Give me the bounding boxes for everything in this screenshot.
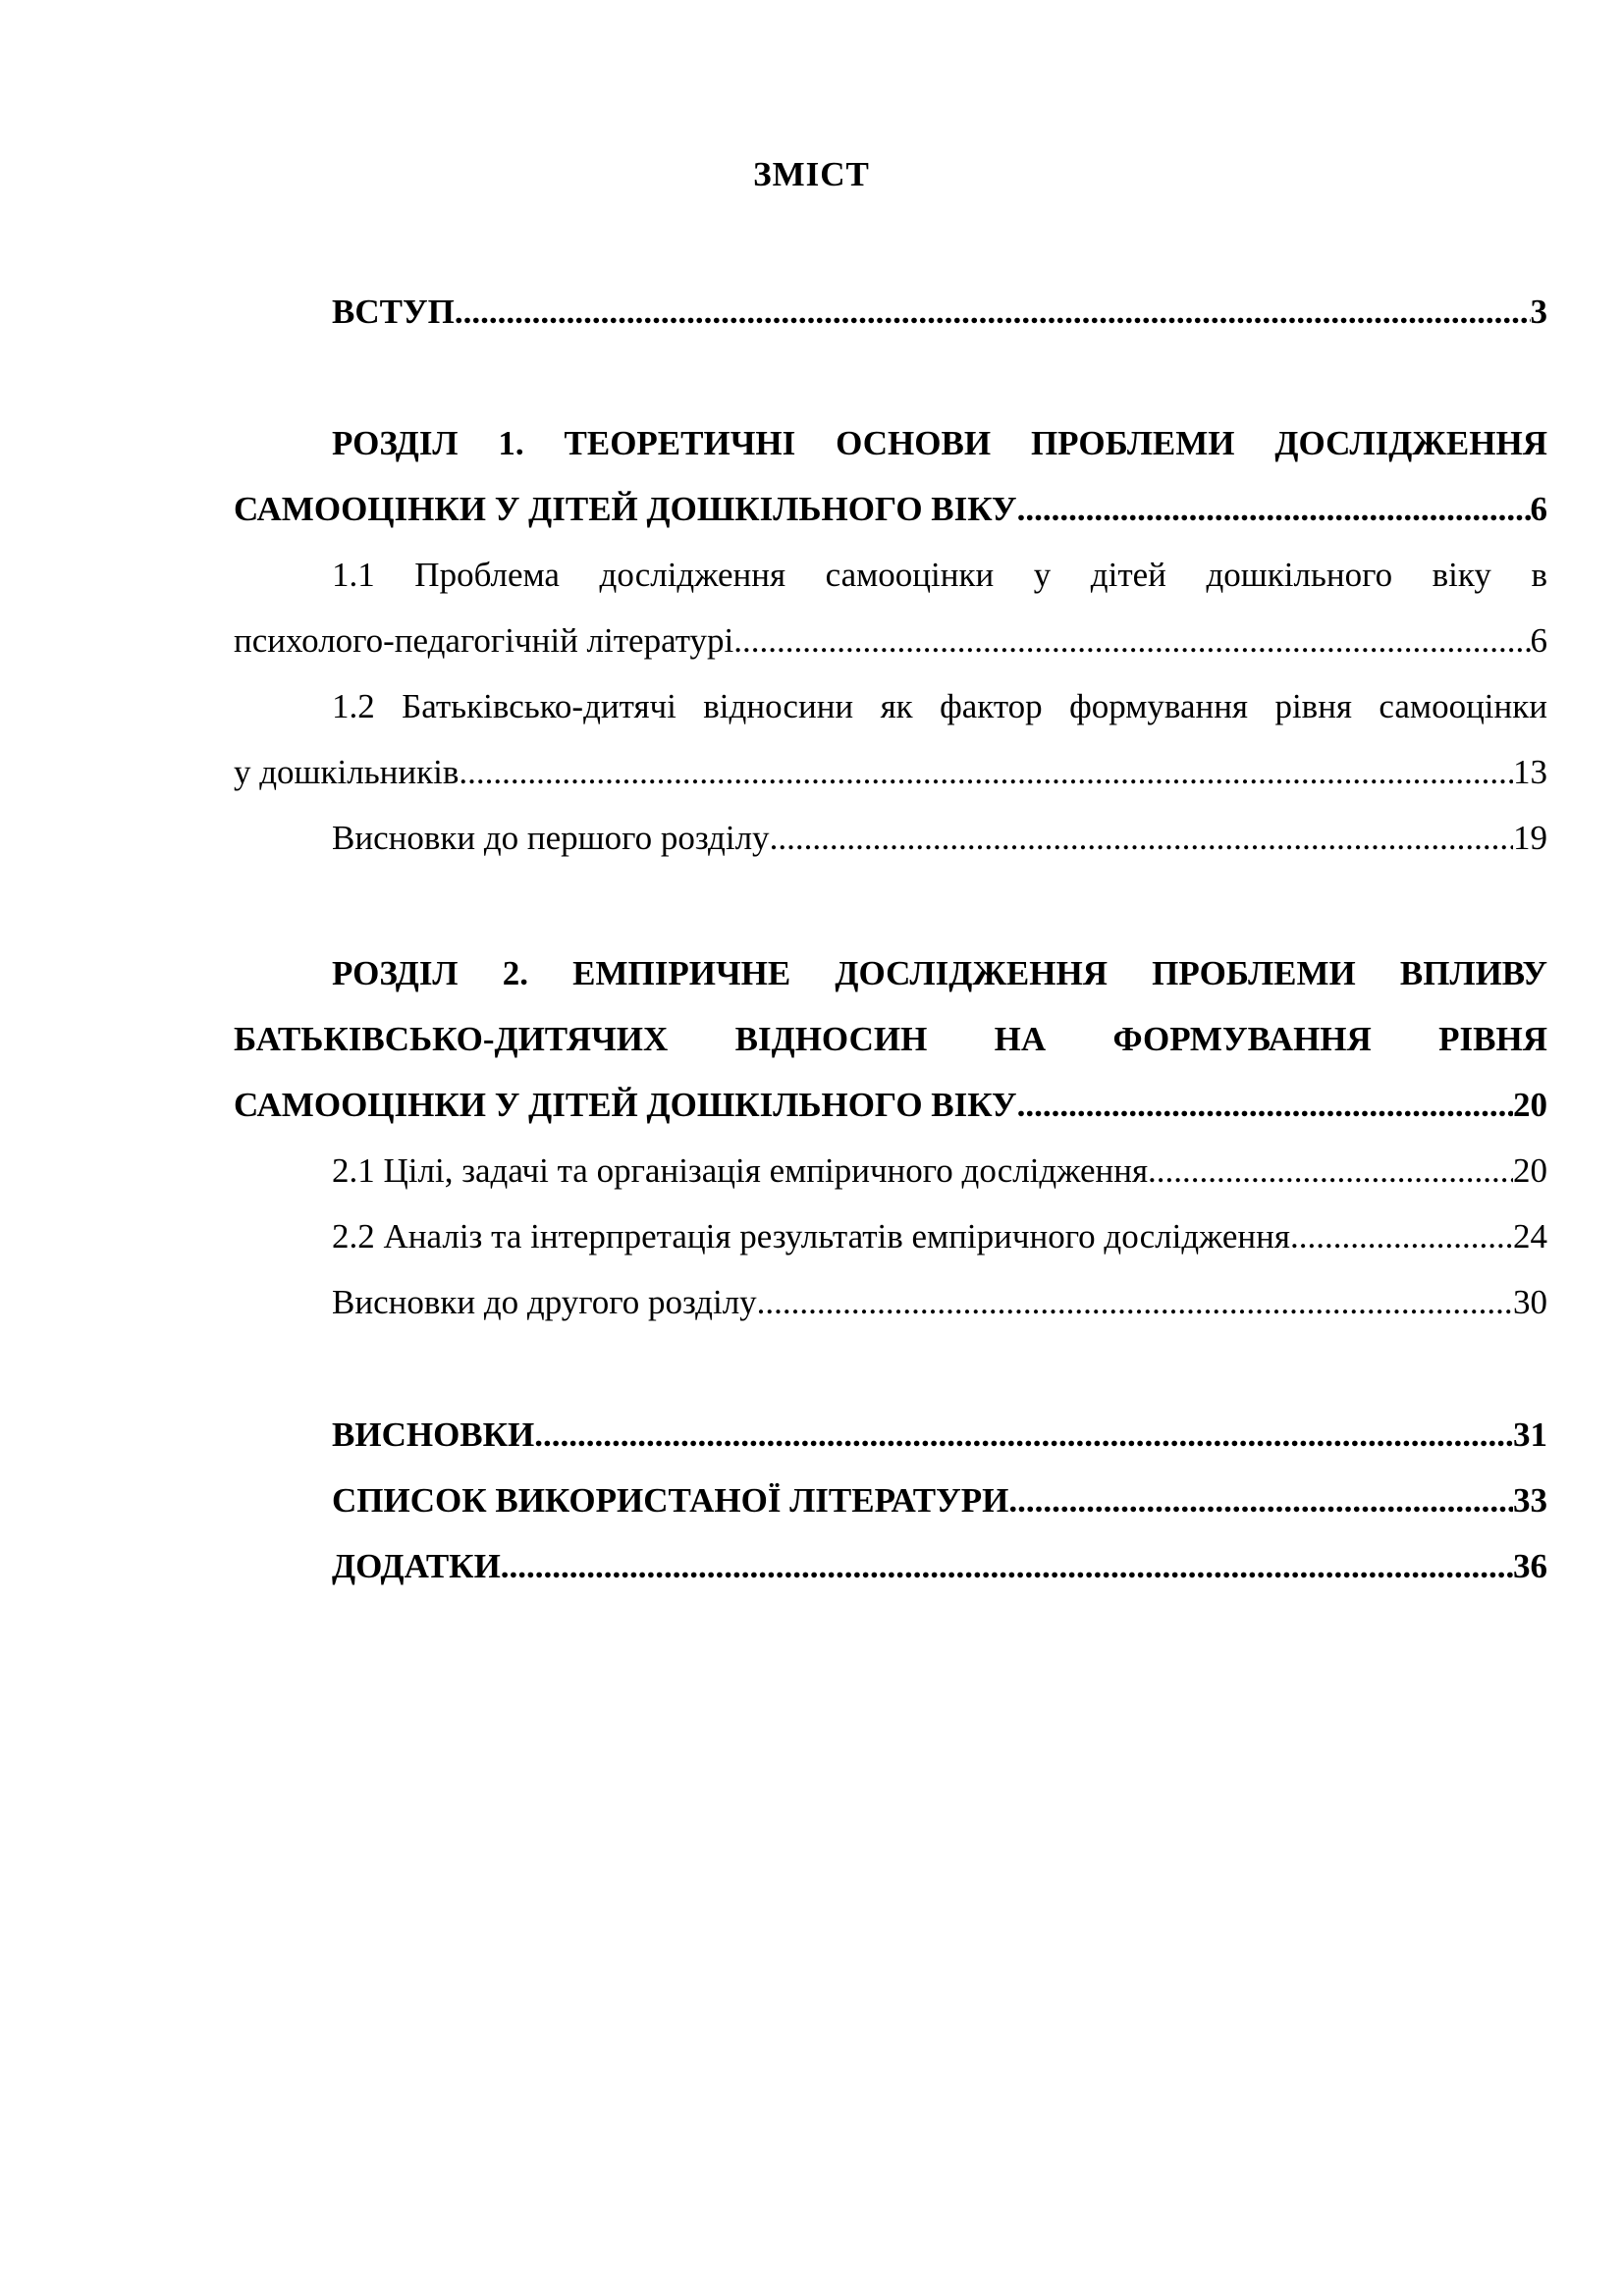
toc-entry-text: ДОДАТКИ [332,1547,501,1585]
dot-leader [459,739,1513,805]
dot-leader [770,805,1513,871]
dot-leader [534,1402,1513,1468]
toc-entry-references[interactable] [234,1468,1547,1533]
toc-entry-section-1-2-line-1[interactable]: 1.2 Батьківсько-дитячі відносини як фактор формування рівня самооцінки [332,687,1547,725]
dot-leader [757,1269,1513,1335]
toc-entry-section-2-2[interactable] [234,1203,1547,1269]
toc-page-number: 33 [1513,1481,1547,1520]
dot-leader [1148,1138,1513,1203]
toc-entry-text: ВИСНОВКИ [332,1415,535,1454]
toc-block-intro [234,279,1547,345]
toc-page-number: 31 [1513,1415,1547,1454]
toc-entry-text: САМООЦІНКИ У ДІТЕЙ ДОШКІЛЬНОГО ВІКУ [234,1086,1017,1124]
toc-page-number: 20 [1513,1151,1547,1190]
toc-page-number: 6 [1530,490,1547,528]
toc-page-number: 6 [1530,621,1547,660]
toc-entry-chapter-2-line-2[interactable]: БАТЬКІВСЬКО-ДИТЯЧИХ ВІДНОСИН НА ФОРМУВАННЯ РІВНЯ [234,1020,1547,1058]
toc-entry-section-1-1-line-1[interactable]: 1.1 Проблема дослідження самооцінки у дітей дошкільного віку в [332,556,1547,594]
toc-entry-section-1-1[interactable] [234,608,1547,673]
toc-entry-section-1-2[interactable] [234,739,1547,805]
toc-block-back-matter [234,1402,1547,1599]
dot-leader [1008,1468,1513,1533]
toc-entry-text: 2.1 Цілі, задачі та організація емпіричного дослідження [332,1151,1149,1190]
toc-block-chapter-1 [234,410,1547,871]
toc-page-number: 19 [1513,819,1547,857]
toc-page-number: 24 [1513,1217,1547,1255]
dot-leader [1017,476,1531,542]
page-title: ЗМІСТ [753,155,870,193]
toc-entry-text: Висновки до другого розділу [332,1283,757,1321]
toc-entry-chapter-1-conclusions[interactable] [234,805,1547,871]
toc-entry-section-2-1[interactable] [234,1138,1547,1203]
toc-entry-text: у дошкільників [234,753,460,791]
dot-leader [501,1533,1513,1599]
toc-page-number: 30 [1513,1283,1547,1321]
toc-entry-text: психолого-педагогічній літературі [234,621,734,660]
dot-leader [455,279,1531,345]
toc-page-number: 13 [1513,753,1547,791]
toc-entry-text: САМООЦІНКИ У ДІТЕЙ ДОШКІЛЬНОГО ВІКУ [234,490,1017,528]
toc-entry-text: 2.2 Аналіз та інтерпретація результатів емпіричного дослідження [332,1217,1290,1255]
toc-entry-conclusions[interactable] [234,1402,1547,1468]
toc-entry-chapter-1-line-1[interactable]: РОЗДІЛ 1. ТЕОРЕТИЧНІ ОСНОВИ ПРОБЛЕМИ ДОСЛІДЖЕННЯ [332,424,1547,462]
toc-entry-text: ВСТУП [332,293,455,331]
toc-entry-text: Висновки до першого розділу [332,819,770,857]
toc-page-number: 20 [1513,1086,1547,1124]
toc-entry-intro[interactable] [234,279,1547,345]
toc-entry-chapter-2-line-1[interactable]: РОЗДІЛ 2. ЕМПІРИЧНЕ ДОСЛІДЖЕННЯ ПРОБЛЕМИ ВПЛИВУ [332,954,1547,992]
toc-entry-text: СПИСОК ВИКОРИСТАНОЇ ЛІТЕРАТУРИ [332,1481,1009,1520]
toc-entry-chapter-2[interactable] [234,1072,1547,1138]
dot-leader [1290,1203,1513,1269]
dot-leader [1017,1072,1513,1138]
toc-entry-chapter-2-conclusions[interactable] [234,1269,1547,1335]
toc-entry-chapter-1[interactable] [234,476,1547,542]
dot-leader [733,608,1530,673]
toc-block-chapter-2 [234,940,1547,1335]
toc-page-number: 36 [1513,1547,1547,1585]
toc-entry-appendices[interactable] [234,1533,1547,1599]
toc-page-number: 3 [1530,293,1547,331]
